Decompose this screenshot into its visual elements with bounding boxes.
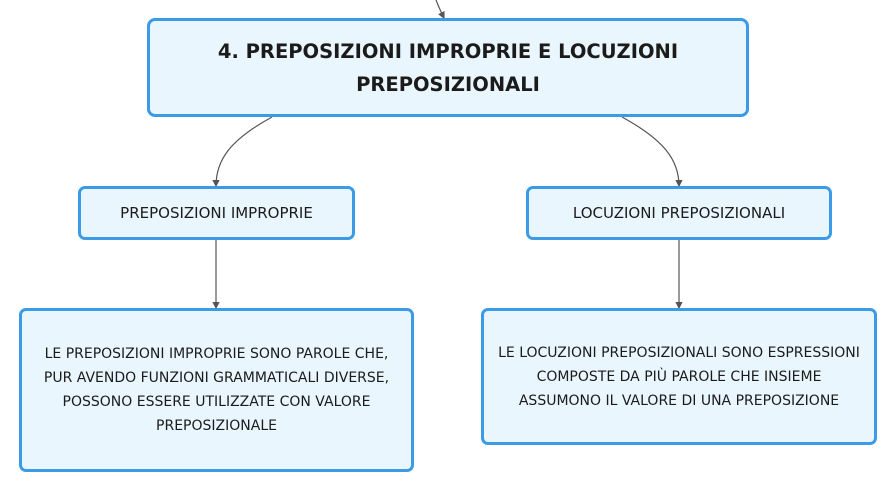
connector-main-to-left bbox=[216, 117, 272, 186]
subtopic-label: LOCUZIONI PREPOSIZIONALI bbox=[572, 204, 786, 222]
subtopic-label: PREPOSIZIONI IMPROPRIE bbox=[120, 204, 313, 222]
main-topic-node[interactable] bbox=[147, 18, 749, 117]
incoming-connector bbox=[436, 0, 444, 18]
description-node-locuzioni-preposizionali[interactable] bbox=[481, 308, 877, 445]
subtopic-node-locuzioni-preposizionali[interactable] bbox=[526, 186, 832, 240]
description-text: LE PREPOSIZIONI IMPROPRIE SONO PAROLE CHE, PUR AVENDO FUNZIONI GRAMMATICALI DIVERSE, POSSONO ESSERE UTILIZZATE CON VALORE PREPOSIZIONALE bbox=[43, 346, 390, 434]
description-text: LE LOCUZIONI PREPOSIZIONALI SONO ESPRESSIONI COMPOSTE DA PIÙ PAROLE CHE INSIEME ASSUMONO IL VALORE DI UNA PREPOSIZIONE bbox=[498, 344, 860, 409]
subtopic-node-preposizioni-improprie[interactable] bbox=[78, 186, 355, 240]
connector-main-to-right bbox=[622, 117, 679, 186]
description-node-preposizioni-improprie[interactable] bbox=[19, 308, 414, 472]
main-topic-title: 4. PREPOSIZIONI IMPROPRIE E LOCUZIONI PREPOSIZIONALI bbox=[217, 39, 679, 96]
